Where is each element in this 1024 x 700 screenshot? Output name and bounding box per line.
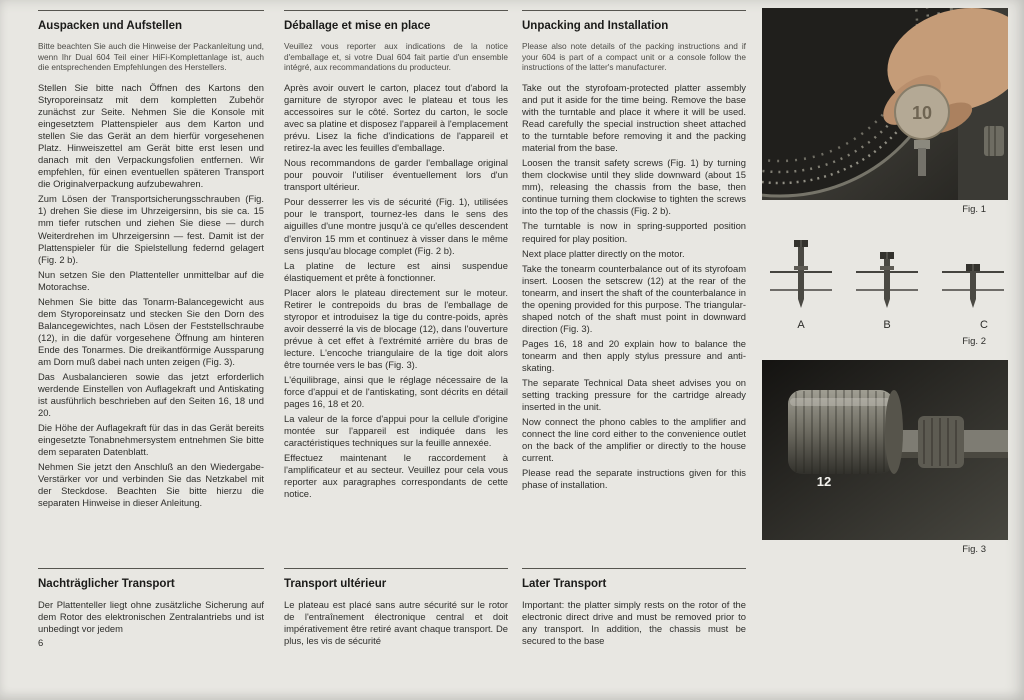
paragraph: Now connect the phono cables to the amplifier and connect the line cord either to the convenience outlet on the back of the amplifier or directly to the house current. xyxy=(522,415,746,464)
column-french xyxy=(284,10,508,503)
part-number-label: 12 xyxy=(816,474,832,489)
paragraph: L'équilibrage, ainsi que le réglage nécessaire de la force d'appui et de l'antiskating, sont décrits en détail pages 16, 18 et 20. xyxy=(284,373,508,409)
bottom-paragraph: Le plateau est placé sans autre sécurité sur le rotor de l'entraînement électronique central et doit impérativement être retiré avant chaque transport. De plus, les vis de sécurité xyxy=(284,598,508,646)
paragraph: La valeur de la force d'appui pour la cellule d'origine montée sur l'appareil est indiquée dans les caractéristiques techniques sur la feuille annexée. xyxy=(284,412,508,449)
paragraph: Das Ausbalancieren sowie das jetzt erforderlich werdende Einstellen von Auflagekraft und Antiskating ist ausführlich beschrieben auf den Seiten 16, 18 und 20. xyxy=(38,370,264,418)
column-german xyxy=(38,10,264,512)
figure-3 xyxy=(762,360,1008,555)
paragraph: La platine de lecture est ainsi suspendue élastiquement et prête à fonctionner. xyxy=(284,259,508,283)
figure-2-caption: Fig. 2 xyxy=(962,336,986,347)
screw-position-b xyxy=(856,252,918,308)
paragraph: Take the tonearm counterbalance out of its styrofoam insert. Loosen the setscrew (12) at the rear of the tonearm, and insert the shaft of the counterbalance in the opening provided for this purpose. The triangular-shaped notch of the shaft must point in downward direction (Fig. 3). xyxy=(522,262,746,334)
bottom-heading-german: Nachträglicher Transport xyxy=(38,578,175,590)
heading-english: Unpacking and Installation xyxy=(522,20,669,32)
figure-1-caption: Fig. 1 xyxy=(962,204,986,215)
paragraph: The separate Technical Data sheet advises you on setting tracking pressure for the cartridge already inserted in the unit. xyxy=(522,376,746,412)
bottom-heading-english: Later Transport xyxy=(522,578,607,590)
screw-label-b: B xyxy=(883,319,891,331)
bottom-paragraph: Der Plattenteller liegt ohne zusätzliche Sicherung auf dem Rotor des elektronischen Zentralantriebs und ist unbedingt vor jedem xyxy=(38,598,264,634)
paragraph: Pages 16, 18 and 20 explain how to balance the tonearm and then apply stylus pressure and anti-skating. xyxy=(522,337,746,373)
bottom-english xyxy=(522,568,746,650)
figure-3-caption: Fig. 3 xyxy=(962,544,986,555)
paragraph: The turntable is now in spring-supported position required for play position. xyxy=(522,220,746,244)
column-top-rule xyxy=(38,10,264,11)
coin-value-label: 10 xyxy=(911,103,933,123)
bottom-heading-french: Transport ultérieur xyxy=(284,578,387,590)
paragraph: Placer alors le plateau directement sur le moteur. Retirer le contrepoids du bras de l'emballage de styropor et introduisez la tige du contre-poids, après avoir desserré la vis de blocage (12), dans l'ouverture prévue à cet effet à l'extrémité arrière du bras de lecture. L'encoche triangulaire de la tige doit alors être tournée vers le bas (Fig. 3). xyxy=(284,286,508,370)
page-number: 6 xyxy=(38,638,44,649)
figure-1 xyxy=(762,8,1008,215)
paragraph: Please read the separate instructions given for this phase of installation. xyxy=(522,467,746,491)
tonearm-counterweight-photo xyxy=(762,360,1008,540)
bottom-rule xyxy=(38,568,264,569)
paragraph: Loosen the transit safety screws (Fig. 1) by turning them clockwise until they slide downward (about 15 mm), releasing the chassis from the base, then continue turning them clockwise to tighten the screws into the top of the chassis (Fig. 2 b). xyxy=(522,157,746,217)
paragraph: Nous recommandons de garder l'emballage original pour pouvoir l'utiliser éventuellement lors d'un transport ultérieur. xyxy=(284,157,508,193)
paragraph: Nun setzen Sie den Plattenteller unmittelbar auf die Motorachse. xyxy=(38,268,264,292)
heading-french: Déballage et mise en place xyxy=(284,20,431,32)
paragraph: Pour desserrer les vis de sécurité (Fig. 1), utilisées pour le transport, tournez-les dans le sens des aiguilles d'une montre jusqu'à ce qu'elles descendent d'environ 15 mm et continuez à visser dans le même sens jusqu'au blocage complet (Fig. 2 b). xyxy=(284,196,508,256)
column-english xyxy=(522,10,746,494)
bottom-rule xyxy=(522,568,746,569)
screw-position-a xyxy=(770,240,832,308)
paragraph: Après avoir ouvert le carton, placez tout d'abord la garniture de styropor avec le plateau et tous les accessoires sur le côté. Sortez du carton, le socle avec sa platine et disposez l'appareil à l'emplacement prévu. Lisez la fiche d'indications de l'appareil et retirez-la avec les feuilles d'emballage. xyxy=(284,82,508,154)
column-top-rule xyxy=(522,10,746,11)
paragraph: Zum Lösen der Transportsicherungsschrauben (Fig. 1) drehen Sie diese im Uhrzeigersinn, bis sie ca. 15 mm tiefer rutschen und ziehen Sie diese — durch Weiterdrehen im Uhrzeigersinn — fest. Damit ist der Plattenspieler für die Spielstellung federnd gelagert (Fig. 2 b). xyxy=(38,193,264,265)
column-top-rule xyxy=(284,10,508,11)
paragraph: Stellen Sie bitte nach Öffnen des Kartons den Styroporeinsatz mit dem kompletten Zubehör zunächst zur Seite. Nehmen Sie die Konsole mit eingesetztem Plattenspieler aus dem Karton und stellen Sie das Gerät an dem hierfür vorgesehenen Platz. Hinweiszettel am Gerät bitte erst lesen und danach mit den Verpackungsfolien entfernen. Wir empfehlen, für einen eventuellen späteren Transport die Originalverpackung aufzubewahren. xyxy=(38,82,264,190)
bottom-french xyxy=(284,568,508,650)
screw-position-c xyxy=(942,264,1004,308)
paragraph: Take out the styrofoam-protected platter assembly and put it aside for the time being. Remove the base with the turntable and place it where it will be used. Read carefully the special instruction sheet attached to the turntable before removing it and the packing material from the base. xyxy=(522,82,746,154)
bottom-paragraph: Important: the platter simply rests on the rotor of the electronic direct drive and must be removed prior to any transport. In addition, the chassis must be secured to the base xyxy=(522,598,746,646)
screw-label-c: C xyxy=(980,319,988,331)
bottom-german xyxy=(38,568,264,638)
paragraph: Die Höhe der Auflagekraft für das in das Gerät bereits eingesetzte Tonabnehmersystem entnehmen Sie bitte dem separaten Datenblatt. xyxy=(38,421,264,458)
intro-english: Please also note details of the packing instructions and if your 604 is part of a compact unit or a console follow the instructions of the latter's manufacturer. xyxy=(522,40,746,73)
stylus-pressure-dial xyxy=(918,416,964,468)
turntable-platter-photo xyxy=(762,8,1008,200)
paragraph: Effectuez maintenant le raccordement à l'amplificateur et au secteur. Veuillez pour cela vous reporter aux paragraphes correspondants de cette notice. xyxy=(284,452,508,500)
intro-french: Veuillez vous reporter aux indications de la notice d'emballage et, si votre Dual 604 fait partie d'un ensemble intégré, aux recommandations du producteur. xyxy=(284,40,508,73)
paragraph: Next place platter directly on the motor. xyxy=(522,247,685,259)
transit-screw-diagram xyxy=(760,238,1008,332)
heading-german: Auspacken und Aufstellen xyxy=(38,20,182,32)
screw-label-a: A xyxy=(797,319,805,331)
intro-german: Bitte beachten Sie auch die Hinweise der Packanleitung und, wenn Ihr Dual 604 Teil einer HiFi-Komplettanlage ist, auch die entsprechenden Empfehlungen des Herstellers. xyxy=(38,40,264,73)
bottom-rule xyxy=(284,568,508,569)
paragraph: Nehmen Sie bitte das Tonarm-Balancegewicht aus dem Styroporeinsatz und stecken Sie den Dorn des Balancegewichtes, nach Lösen der Feststellschraube (12), in die dafür vorgesehene Öffnung am hinteren Ende des Tonarmes. Die dreikantförmige Aussparung am Dorn muß dabei nach unten zeigen (Fig. 3). xyxy=(38,295,264,367)
paragraph: Nehmen Sie jetzt den Anschluß an den Wiedergabe-Verstärker vor und verbinden Sie das Netzkabel mit der Steckdose. Beachten Sie bitte hierzu die separaten Hinweise in dieser Anleitung. xyxy=(38,461,264,509)
figure-2 xyxy=(760,238,1008,347)
